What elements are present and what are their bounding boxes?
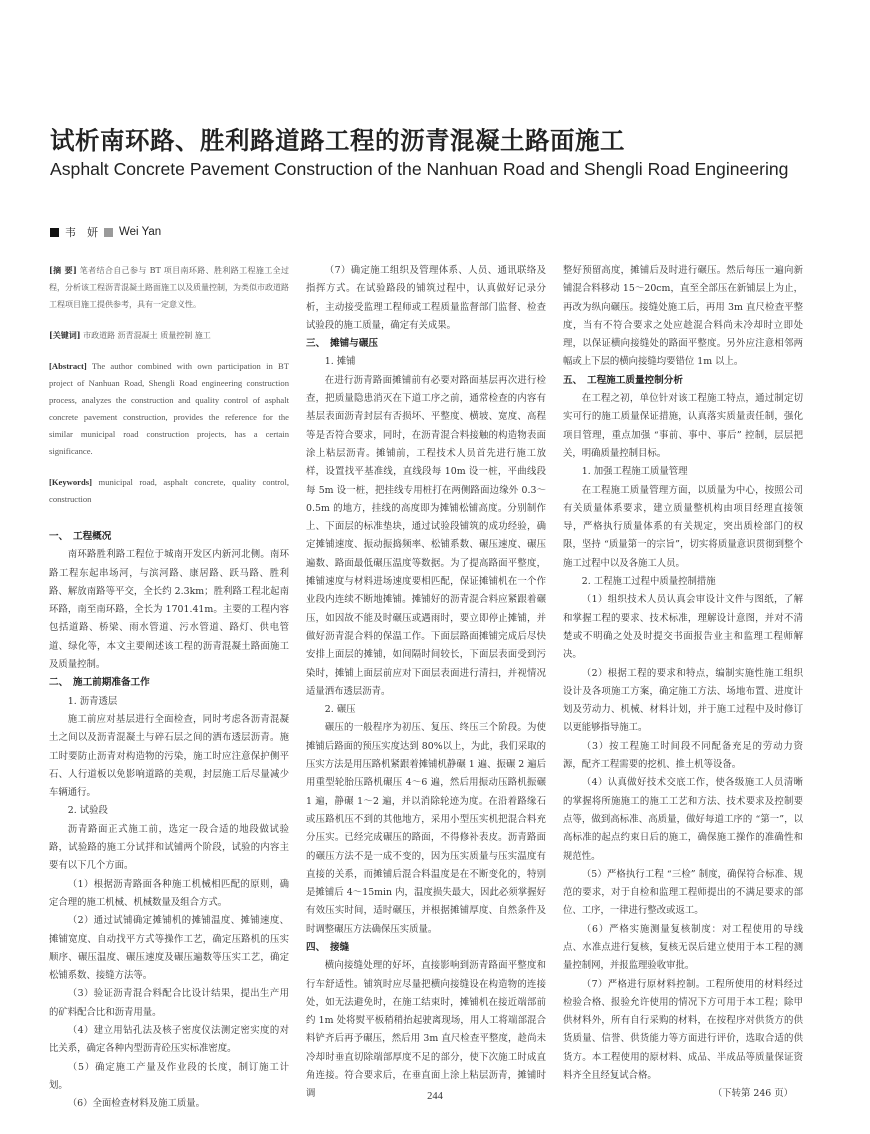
keywords-cn-label: [关键词]	[49, 330, 81, 340]
paragraph: 碾压的一般程序为初压、复压、终压三个阶段。为使摊铺后路面的预压实度达到 80%以上，为此，我们采取的压实方法是用压路机紧跟着摊铺机静碾 1 遍、振碾 2 遍后用重型轮胎压路机碾压 4～6 遍，然后用振动压路机振碾 1 遍，静碾 1～2 遍，并以消除轮迹为度。在沿着路缘石或压路机压不到的其他地方，采用小型压实机把混合料充分压实。已经完成碾压的路面，不得修补表皮。沥青路面的碾压方法不是一成不变的，因为压实质量与压实温度有直接的关系，而摊铺后混合料温度是在不断变化的，特别是摊铺后 4～15min 内，温度损失最大，因此必须掌握好有效压实时间，适时碾压，并根据摊铺厚度、自然条件及时调整碾压方法确保压实质量。	[306, 722, 546, 935]
list-item: （5）确定施工产量及作业段的长度，制订施工计划。	[49, 1061, 289, 1091]
list-item: （6）全面检查材料及施工质量。	[67, 1098, 206, 1110]
section-heading: 五、 工程施工质量控制分析	[563, 374, 683, 386]
paragraph: 在进行沥青路面摊铺前有必要对路面基层再次进行检查，把质量隐患消灭在下道工序之前，通常检查的内容有基层表面沥青封层有否损坏、平整度、横坡、宽度、高程等是否符合要求，同时，在沥青混合料接触的构造物表面涂上粘层沥青。摊铺前，工程技术人员首先进行施工放样，设置找平基准线，直线段每 10m 设一桩，平曲线段每 5m 设一桩，把挂线专用桩打在两侧路面边缘外 0.3～0.5m 的地方，挂线的高度即为摊铺松铺高度。分别制作上、下面层的标准垫块，通过试验段铺筑的成功经验，确定摊铺速度、振动振捣频率、松铺系数、碾压速度、碾压遍数、路面最低碾压温度等数据。为了提高路面平整度，摊铺速度与材料进场速度要相匹配，保证摊铺机在一个作业段内连续不断地摊铺。摊铺好的沥青混合料应紧跟着碾压，如因故不能及时碾压或遇雨时，要立即停止摊铺，并做好沥青混合料的保温工作。下面层路面摊铺完成后尽快安排上面层的摊铺，如间隔时间较长，下面层表面受到污染时，摊铺上面层前应对下面层表面进行清扫，并视情况适量洒布透层沥青。	[306, 374, 546, 697]
list-item: （3）验证沥青混合料配合比设计结果，提出生产用的矿料配合比和沥青用量。	[49, 988, 289, 1018]
list-item: （5）严格执行工程 “三检” 制度，确保符合标准、规范的要求，对于自检和监理工程师提出的不满足要求的部位、工序，一律进行整改或返工。	[563, 868, 803, 917]
paragraph: 南环路胜利路工程位于城南开发区内新河北侧。南环路工程东起串场河，与滨河路、康居路、跃马路、胜利路、解放南路等平交，全长约 2.3km；胜利路工程北起南环路，南至南环路，全长为 1701.41m。主要的工程内容包括道路、桥梁、雨水管道、污水管道、路灯、供电管道、绿化等，本文主要阐述该工程的沥青混凝土路面施工及质量控制。	[49, 549, 289, 671]
page-title-en: Asphalt Concrete Pavement Construction of the Nanhuan Road and Shengli Road Engineering	[50, 159, 789, 179]
paragraph: 在工程之初，单位针对该工程施工特点，通过制定切实可行的施工质量保证措施，认真落实质量责任制，强化项目管理，重点加强 “事前、事中、事后” 控制，层层把关，明确质量控制目标。	[563, 393, 803, 459]
abstract-en-label: [Abstract]	[49, 361, 87, 371]
section-heading: 三、 摊铺与碾压	[306, 338, 378, 350]
square-bullet-icon	[50, 228, 59, 237]
paragraph: 施工前应对基层进行全面检查，同时考虑各沥青混凝土之间以及沥青混凝土与碎石层之间的洒布透层沥青。施工时要防止沥青对构造物的污染，施工时应注意保护侧平石、人行道板以免影响道路的美观，封层施工后尽量减少车辆通行。	[49, 713, 289, 799]
keywords-cn-text: 市政道路 沥青混凝土 质量控制 施工	[83, 331, 211, 340]
list-item: （4）认真做好技术交底工作，使各级施工人员清晰的掌握将所施施工的施工工艺和方法、技术要求及控制要点等，做到高标准、高质量，做好每道工序的 “第一”，以高标准的起点约束日后的施工，确保施工操作的准确性和规范性。	[563, 777, 803, 862]
abstract-cn-text: 笔者结合自己参与 BT 项目南环路、胜利路工程施工全过程，分析该工程沥青混凝土路面施工以及质量控制，为类似市政道路工程项目施工提供参考，具有一定意义性。	[49, 266, 289, 309]
page-number: 244	[427, 1091, 443, 1102]
column-2	[306, 262, 546, 1104]
paragraph: 在工程施工质量管理方面，以质量为中心，按照公司有关质量体系要求，建立质量整机构由项目经理直接领导，严格执行质量体系的有关规定，突出质检部门的权限，坚持 “质量第一的宗旨”，切实将质量意识贯彻到整个施工过程中以及各施工人员。	[563, 484, 803, 569]
list-item: （2）通过试铺确定摊铺机的摊铺温度、摊铺速度、摊铺宽度、自动找平方式等操作工艺，确定压路机的压实顺序、碾压温度、碾压速度及碾压遍数等压实工艺，确定松铺系数、接缝方法等。	[49, 915, 289, 982]
section-heading: 二、 施工前期准备工作	[49, 677, 150, 689]
abstract-cn	[49, 262, 289, 313]
list-item: （1）根据沥青路面各种施工机械相匹配的原则，确定合理的施工机械、机械数量及组合方式。	[49, 878, 289, 908]
section-heading: 一、 工程概况	[49, 531, 112, 542]
column-3	[563, 262, 803, 1104]
author-line	[50, 224, 161, 240]
subheading: 1. 摊铺	[324, 356, 356, 368]
keywords-en	[49, 474, 289, 508]
list-item: （2）根据工程的要求和特点，编制实施性施工组织设计及各项施工方案，确定施工方法、场地布置、进度计划及劳动力、机械、材料计划，并于施工过程中及时修订以更能够指导施工。	[563, 667, 803, 734]
list-item: （7）确定施工组织及管理体系、人员、通讯联络及指挥方式。在试验路段的铺筑过程中，认真做好记录分析，主动接受监理工程师或工程质量监督部门监督、检查试验段的施工质量，确定有关成果。	[306, 265, 546, 331]
list-item: （1）组织技术人员认真会审设计文件与图纸，了解和掌握工程的要求、技术标准，理解设计意图，并对不清楚或不明确之处及时提交书面报告业主和监理工程师解决。	[563, 594, 803, 661]
section-heading: 四、 接缝	[306, 941, 350, 953]
author-name-en: Wei Yan	[119, 226, 162, 238]
abstract-en	[49, 358, 289, 460]
continued-note: （下转第 246 页）	[712, 1088, 793, 1100]
abstract-cn-label: [摘 要]	[49, 265, 77, 275]
subheading: 2. 试验段	[67, 805, 108, 817]
keywords-cn	[49, 327, 289, 344]
paragraph: 沥青路面正式施工前，选定一段合适的地段做试验路，试验路的施工分试拌和试铺两个阶段，试验的内容主要有以下几个方面。	[49, 823, 289, 872]
keywords-en-label: [Keywords]	[49, 477, 92, 487]
keywords-en-text: municipal road, asphalt concrete, quality control, construction	[49, 477, 289, 504]
square-bullet-icon	[104, 228, 113, 237]
list-item: （7）严格进行原材料控制。工程所使用的材料经过检验合格、报验允许使用的情况下方可用于本工程；除甲供材料外，所有自行采购的材料，在按程序对供货方的供货质量、信誉、供货能力等方面进行评价，选取合适的供货方。本工程使用的原材料、成品、半成品等质量保证资料齐全且经复试合格。	[563, 978, 803, 1082]
subheading: 2. 碾压	[324, 704, 356, 716]
subheading: 1. 加强工程施工质量管理	[581, 466, 688, 478]
abstract-en-text: The author combined with own participation in BT project of Nanhuan Road, Shengli Road engineering construction process, analyzes the construction and quality control of asphalt concrete pavement construction, provides the reference for the similar municipal road construction projects, has a certain significance.	[49, 361, 289, 456]
list-item: （6）严格实施测量复核制度：对工程使用的导线点、水准点进行复核，复核无误后建立使用于本工程的测量控制网，并报监理验收审批。	[563, 923, 803, 972]
list-item: （4）建立用钻孔法及核子密度仪法测定密实度的对比关系，确定各种内型沥青砼压实标准密度。	[49, 1025, 289, 1055]
paragraph: 横向接缝处理的好坏，直接影响到沥青路面平整度和行车舒适性。铺筑时应尽量把横向接缝设在构造物的连接处，如无法避免时，在施工结束时，摊铺机在接近端部前约 1m 处将熨平板稍稍抬起驶离现场，用人工将端部混合料铲齐后再予碾压，然后用 3m 直尺检查平整度，趁尚未冷却时垂直切除端部厚度不足的部分，使下次施工时成直角连接。符合要求后，在垂直面上涂上粘层沥青，摊铺时调	[306, 960, 546, 1100]
subheading: 2. 工程施工过程中质量控制措施	[581, 576, 716, 588]
column-1	[49, 262, 289, 1114]
page-title-cn: 试析南环路、胜利路道路工程的沥青混凝土路面施工	[50, 126, 625, 155]
list-item: （3）按工程施工时间段不同配备充足的劳动力资源，配齐工程需要的挖机、推土机等设备。	[563, 740, 803, 771]
paragraph: 整好预留高度，摊铺后及时进行碾压。然后每压一遍向新铺混合料移动 15～20cm，直至全部压在新铺层上为止，再改为纵向碾压。接缝处施工后，再用 3m 直尺检查平整度，当有不符合要求之处应趁混合料尚未冷却时立即处理，以保证横向接缝处的路面平整度。另外应注意相邻两幅或上下层的横向接缝均要错位 1m 以上。	[563, 265, 803, 368]
author-name-cn: 韦 妍	[65, 226, 98, 239]
subheading: 1. 沥青透层	[67, 695, 118, 707]
